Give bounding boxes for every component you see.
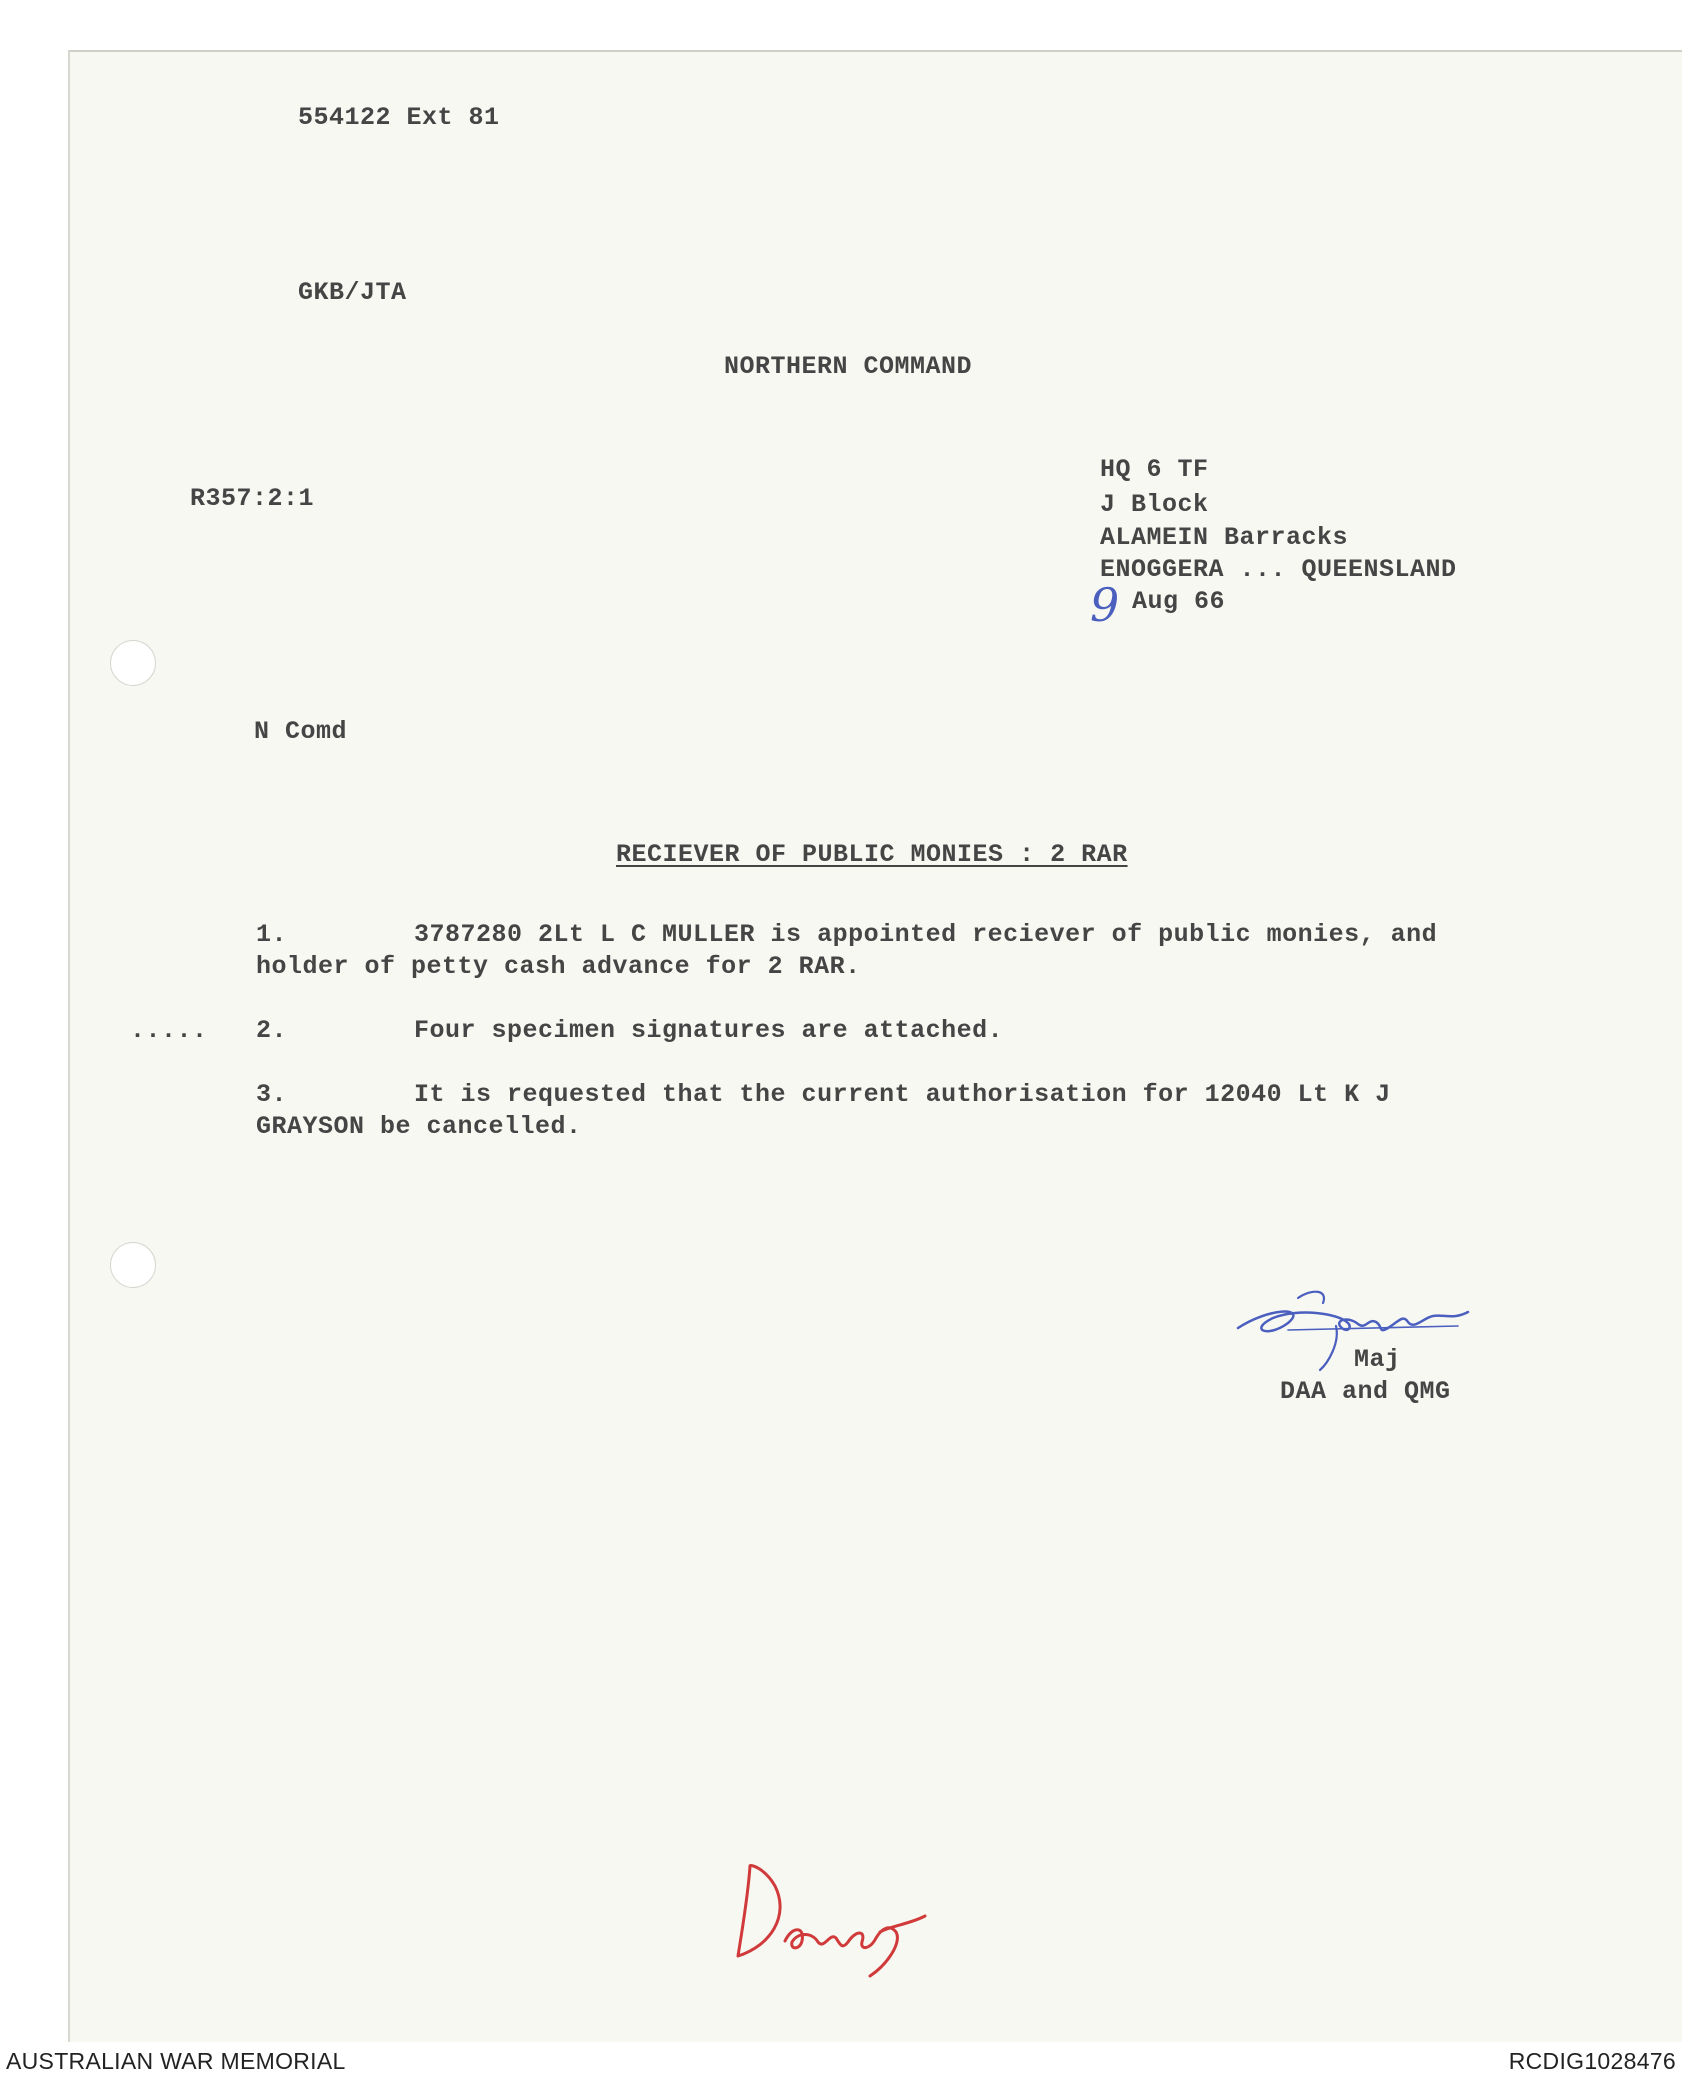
address-line-3: ALAMEIN Barracks <box>1100 523 1349 552</box>
addressee: N Comd <box>254 717 348 746</box>
paragraph-2-number: 2. <box>256 1016 288 1045</box>
red-handwritten-annotation <box>720 1846 940 1986</box>
date-day-handwritten: 9 <box>1090 578 1120 632</box>
paragraph-1-number: 1. <box>256 920 288 949</box>
punch-hole-lower <box>110 1242 156 1288</box>
file-reference: R357:2:1 <box>190 484 315 513</box>
paragraph-1-line-1: 3787280 2Lt L C MULLER is appointed reciever of public monies, and <box>414 920 1438 949</box>
archive-footer-left: AUSTRALIAN WAR MEMORIAL <box>6 2048 346 2074</box>
command-title: NORTHERN COMMAND <box>724 352 973 381</box>
signatory-rank: Maj <box>1354 1345 1401 1374</box>
document-sheet <box>68 50 1682 2042</box>
signatory-title: DAA and QMG <box>1280 1377 1451 1406</box>
reference-number: 554122 Ext 81 <box>298 103 500 132</box>
punch-hole-upper <box>110 640 156 686</box>
archive-footer-right: RCDIG1028476 <box>1508 2048 1676 2074</box>
paragraph-3-line-2: GRAYSON be cancelled. <box>256 1112 582 1141</box>
paragraph-1-line-2: holder of petty cash advance for 2 RAR. <box>256 952 861 981</box>
address-line-4: ENOGGERA ... QUEENSLAND <box>1100 555 1457 584</box>
subject-heading: RECIEVER OF PUBLIC MONIES : 2 RAR <box>616 840 1128 869</box>
address-line-1: HQ 6 TF <box>1100 455 1209 484</box>
initials: GKB/JTA <box>298 278 407 307</box>
paragraph-2-line-1: Four specimen signatures are attached. <box>414 1016 1004 1045</box>
paragraph-3-line-1: It is requested that the current authorisation for 12040 Lt K J <box>414 1080 1391 1109</box>
date-month-year: Aug 66 <box>1132 587 1226 616</box>
paragraph-2-marker: ..... <box>130 1016 208 1045</box>
address-line-2: J Block <box>1100 490 1209 519</box>
paragraph-3-number: 3. <box>256 1080 288 1109</box>
